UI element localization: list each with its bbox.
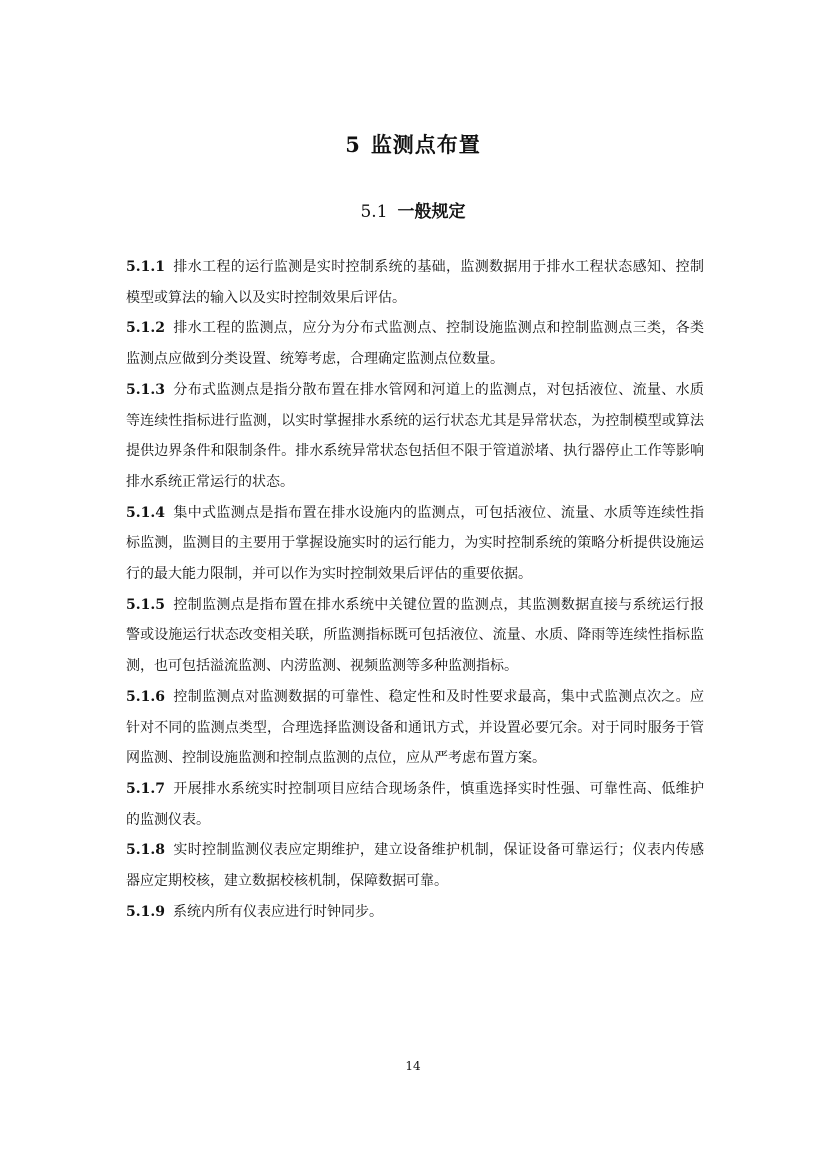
clause-5-1-4	[126, 498, 704, 590]
clause-text: 分布式监测点是指分散布置在排水管网和河道上的监测点，对包括液位、流量、水质等连续性指标进行监测，以实时掌握排水系统的运行状态尤其是异常状态，为控制模型或算法提供边界条件和限制条件。排水系统异常状态包括但不限于管道淤堵、执行器停止工作等影响排水系统正常运行的状态。	[126, 381, 704, 490]
clause-number: 5.1.7	[126, 780, 165, 797]
clause-text: 实时控制监测仪表应定期维护，建立设备维护机制，保证设备可靠运行；仪表内传感器应定期校核，建立数据校核机制，保障数据可靠。	[126, 842, 704, 890]
clause-text: 排水工程的运行监测是实时控制系统的基础，监测数据用于排水工程状态感知、控制模型或算法的输入以及实时控制效果后评估。	[126, 259, 704, 306]
clause-text: 系统内所有仪表应进行时钟同步。	[172, 903, 383, 920]
clause-5-1-6	[126, 682, 704, 774]
clause-text: 控制监测点对监测数据的可靠性、稳定性和及时性要求最高，集中式监测点次之。应针对不同的监测点类型，合理选择监测设备和通讯方式，并设置必要冗余。对于同时服务于管网监测、控制设施监测和控制点监测的点位，应从严考虑布置方案。	[126, 688, 704, 767]
clause-text: 集中式监测点是指布置在排水设施内的监测点，可包括液位、流量、水质等连续性指标监测，监测目的主要用于掌握设施实时的运行能力，为实时控制系统的策略分析提供设施运行的最大能力限制，并可以作为实时控制效果后评估的重要依据。	[126, 504, 704, 583]
section-number: 5.1	[360, 202, 388, 222]
clause-number: 5.1.8	[126, 842, 165, 859]
clause-number: 5.1.5	[126, 596, 165, 613]
clause-5-1-9	[126, 897, 704, 928]
clause-text: 开展排水系统实时控制项目应结合现场条件，慎重选择实时性强、可靠性高、低维护的监测仪表。	[126, 780, 704, 828]
chapter-title: 监测点布置	[370, 132, 481, 157]
clause-number: 5.1.9	[126, 903, 165, 920]
clause-number: 5.1.6	[126, 688, 165, 705]
clause-text: 控制监测点是指布置在排水系统中关键位置的监测点，其监测数据直接与系统运行报警或设施运行状态改变相关联，所监测指标既可包括液位、流量、水质、降雨等连续性指标监测，也可包括溢流监测、内涝监测、视频监测等多种监测指标。	[126, 596, 704, 675]
chapter-number: 5	[345, 132, 361, 157]
clause-number: 5.1.1	[126, 259, 165, 275]
clause-5-1-8	[126, 835, 704, 896]
clause-5-1-2	[126, 313, 704, 374]
clause-list	[126, 252, 704, 927]
clause-number: 5.1.2	[126, 320, 165, 337]
clause-5-1-7	[126, 774, 704, 835]
section-heading	[0, 199, 826, 225]
clause-number: 5.1.3	[126, 381, 165, 398]
clause-number: 5.1.4	[126, 504, 165, 521]
section-title: 一般规定	[397, 202, 466, 222]
clause-5-1-3	[126, 375, 704, 498]
clause-text: 排水工程的监测点，应分为分布式监测点、控制设施监测点和控制监测点三类，各类监测点应做到分类设置、统筹考虑，合理确定监测点位数量。	[126, 320, 704, 368]
page-number: 14	[405, 1059, 421, 1073]
clause-5-1-1	[126, 252, 704, 313]
chapter-heading	[0, 130, 826, 160]
clause-5-1-5	[126, 590, 704, 682]
